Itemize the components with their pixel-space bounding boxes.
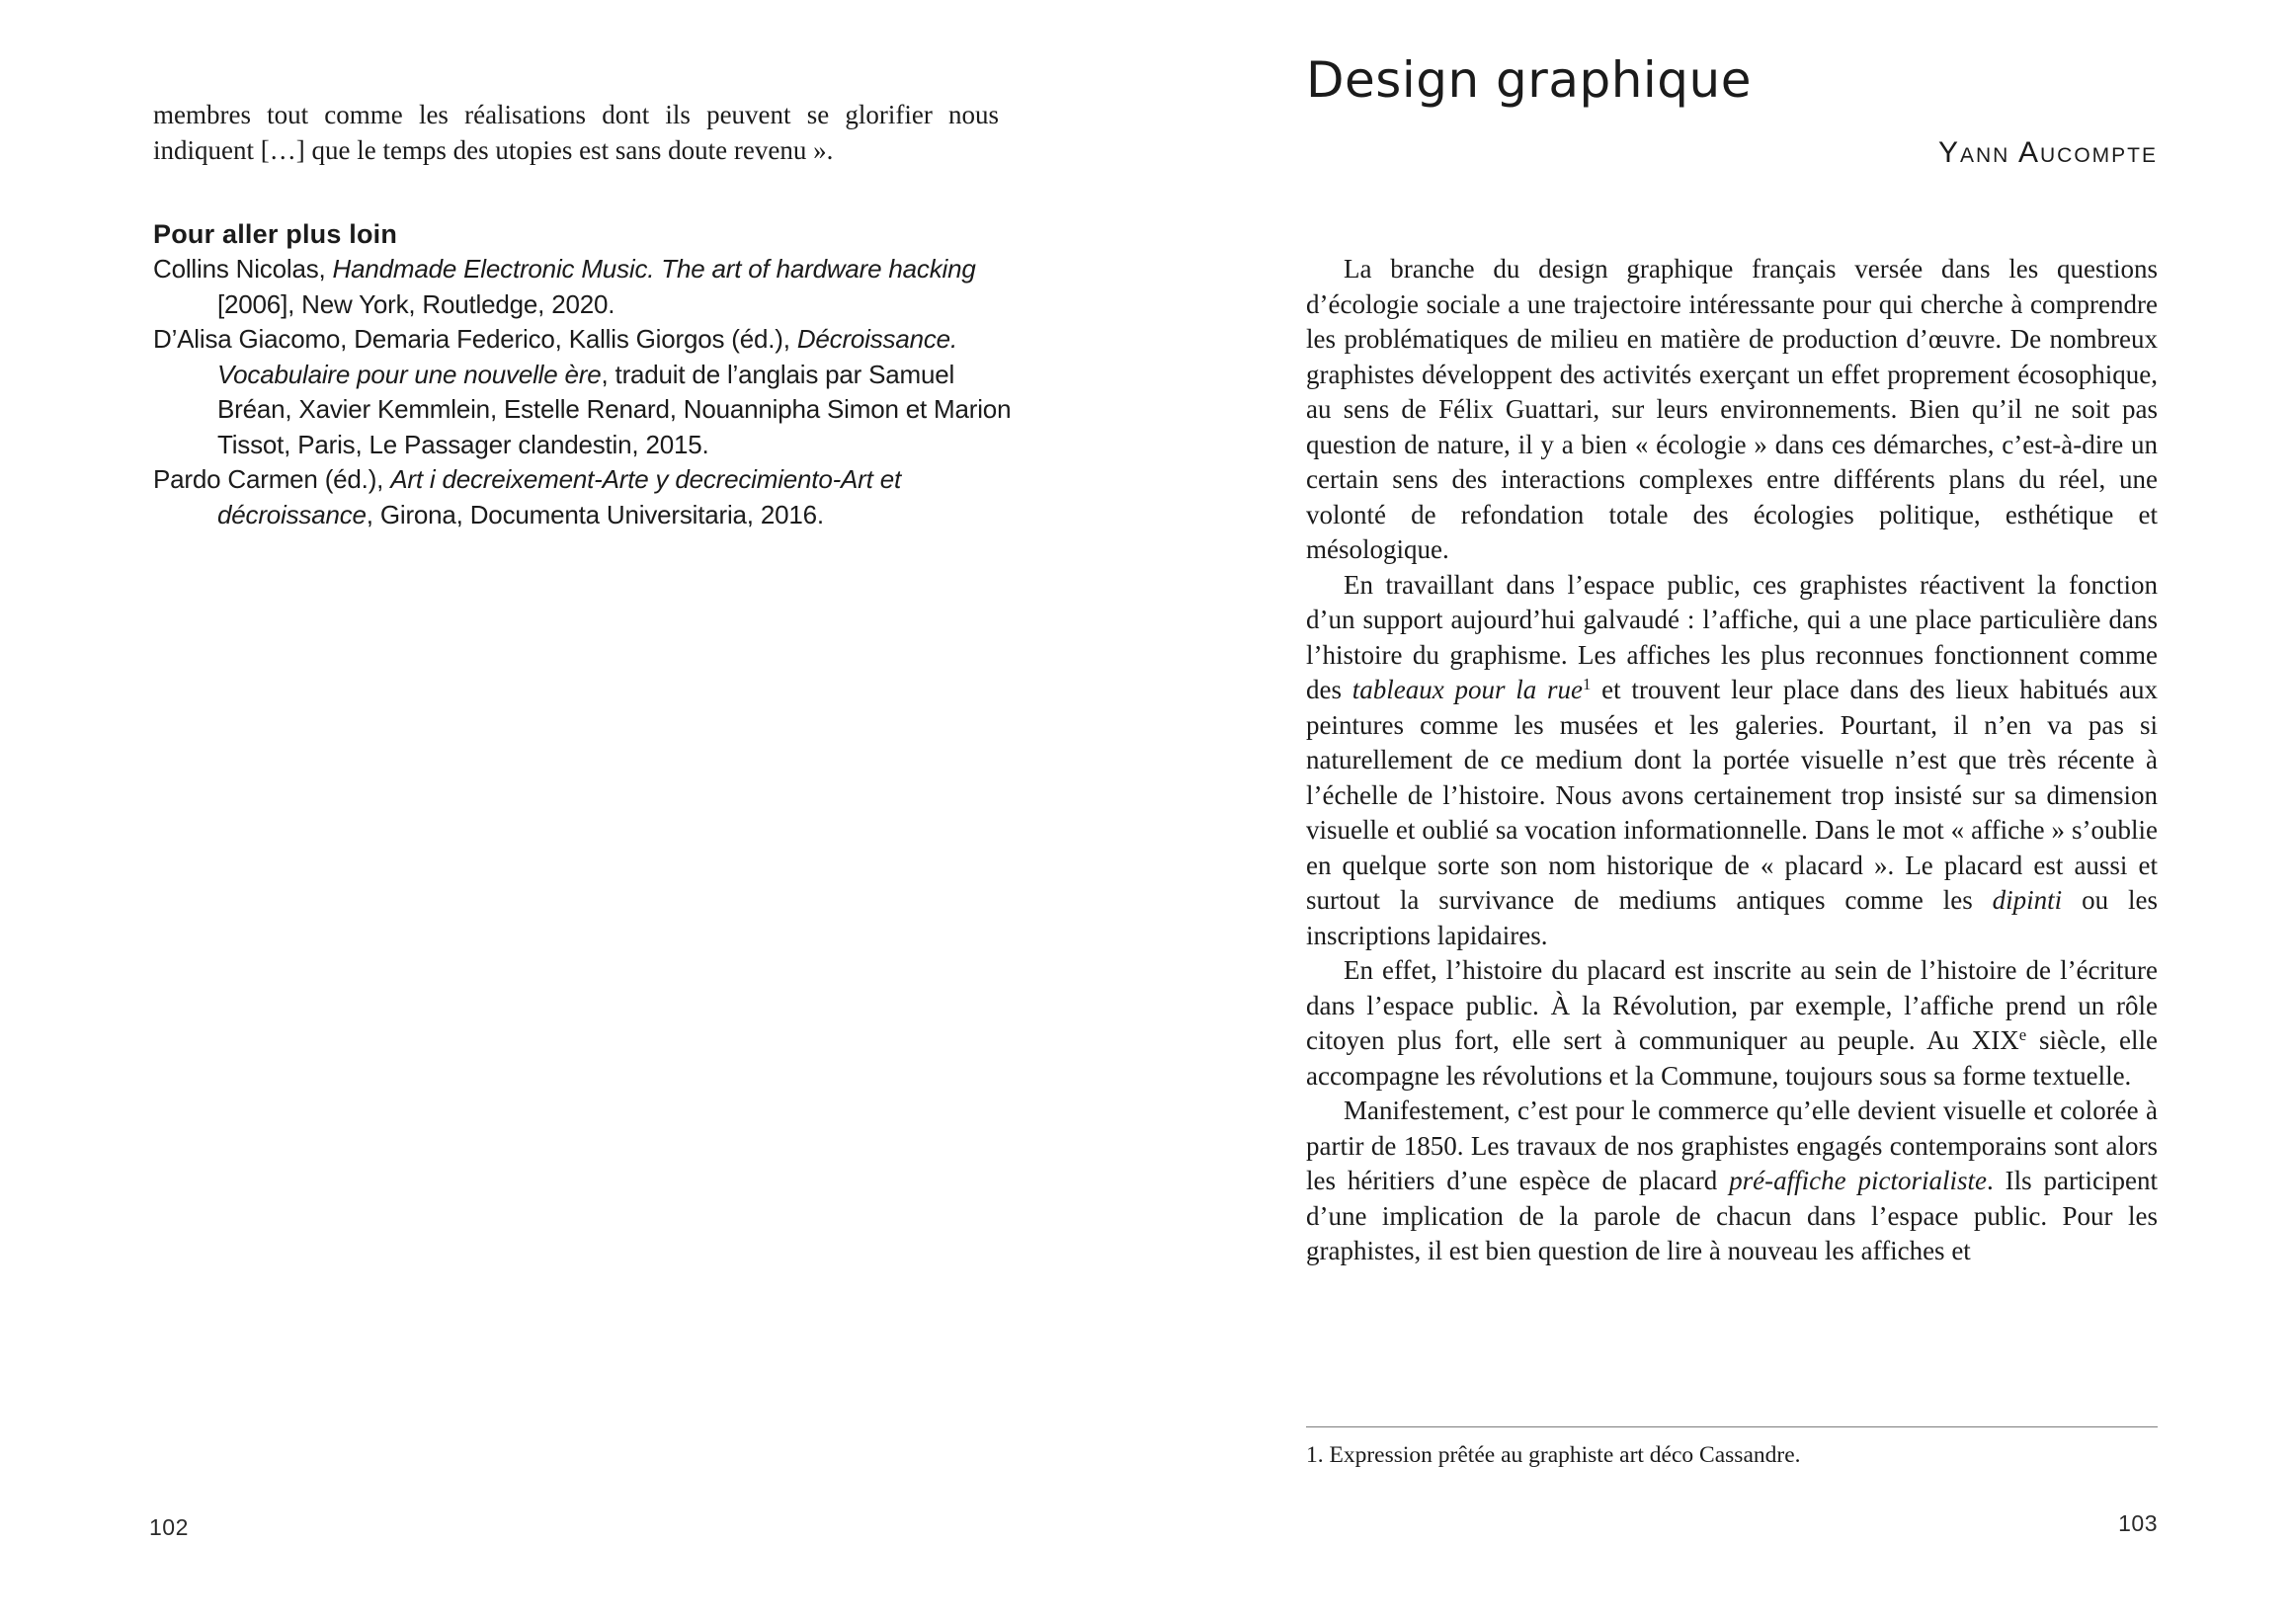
text-segment: Handmade Electronic Music. The art of hardware hacking xyxy=(332,254,976,284)
text-segment: Art i decreixement-Arte y decrecimiento-Art et décroissance xyxy=(217,464,901,529)
page-number-right: 103 xyxy=(2118,1510,2158,1536)
text-segment: La branche du design graphique français versée dans les questions d’écologie sociale a une trajectoire intéressante pour qui cherche à comprendre les problématiques de milieu en matière de production d’œuvre. De nombreux graphistes développent des activités exerçant un effet proprement écosophique, au sens de Félix Guattari, sur leurs environnements. Bien qu’il ne soit pas question de nature, il y a bien « écologie » dans ces démarches, c’est-à-dire un certain sens des interactions complexes entre différents plans du réel, une volonté de refondation totale des écologies politique, esthétique et mésologique. xyxy=(1306,254,2158,564)
footnote-divider xyxy=(1306,1426,2158,1427)
intro-paragraph xyxy=(153,98,999,168)
body-paragraph xyxy=(1306,953,2158,1094)
text-segment: pré-affiche pictorialiste xyxy=(1729,1166,1987,1195)
further-reading-section xyxy=(153,216,1023,532)
text-segment: Collins Nicolas, xyxy=(153,254,333,284)
text-segment: Pardo Carmen (éd.), xyxy=(153,464,391,494)
body-paragraph xyxy=(1306,1094,2158,1269)
text-segment: siècle, elle accompagne les révolutions et la Commune, toujours sous sa forme textuelle. xyxy=(1306,1025,2158,1091)
body-paragraph xyxy=(1306,568,2158,954)
text-segment: Décroissance. Vocabulaire pour une nouvelle ère xyxy=(217,324,957,389)
text-segment: , Girona, Documenta Universitaria, 2016. xyxy=(366,499,824,529)
page-number-left: 102 xyxy=(149,1514,189,1540)
bibliography-entry xyxy=(153,252,1023,322)
footnote: 1. Expression prêtée au graphiste art déco Cassandre. xyxy=(1306,1442,1801,1468)
footnote-reference: e xyxy=(2018,1025,2027,1044)
text-segment: . Ils participent d’une implication de la parole de chacun dans l’espace public. Pour les graphistes, il est bien question de lire à nouveau les affiches et xyxy=(1306,1166,2158,1265)
bibliography-entry xyxy=(153,462,1023,532)
text-segment: D’Alisa Giacomo, Demaria Federico, Kallis Giorgos (éd.), xyxy=(153,324,797,354)
text-segment: ou les inscriptions lapidaires. xyxy=(1306,885,2159,950)
footnote-reference: 1 xyxy=(1583,675,1592,693)
bibliography-entry xyxy=(153,322,1023,462)
text-segment: membres tout comme les réalisations dont ils peuvent se glorifier nous indiquent […] que le temps des utopies est sans doute revenu ». xyxy=(153,100,999,165)
text-segment: Manifestement, c’est pour le commerce qu’elle devient visuelle et colorée à partir de 1850. Les travaux de nos graphistes engagés contemporains sont alors les héritiers d’une espèce de placard xyxy=(1306,1096,2158,1195)
text-segment: , traduit de l’anglais par Samuel Bréan, Xavier Kemmlein, Estelle Renard, Nouannipha Simon et Marion Tissot, Paris, Le Passager clandestin, 2015. xyxy=(217,359,1012,459)
article-author: Yann Aucompte xyxy=(1937,136,2158,169)
further-reading-heading: Pour aller plus loin xyxy=(153,219,398,249)
text-segment: [2006], New York, Routledge, 2020. xyxy=(217,288,615,319)
text-segment: et trouvent leur place dans des lieux habitués aux peintures comme les musées et les galeries. Pourtant, il n’en va pas si naturellement de ce medium dont la portée visuelle n’est que très récente à l’échelle de l’histoire. Nous avons certainement trop insisté sur sa dimension visuelle et oublié sa vocation informationnelle. Dans le mot « affiche » s’oublie en quelque sorte son nom historique de « placard ». Le placard est aussi et surtout la survivance de mediums antiques comme les xyxy=(1306,675,2158,915)
article-title: Design graphique xyxy=(1306,51,1752,109)
text-segment: En effet, l’histoire du placard est inscrite au sein de l’histoire de l’écriture dans l’espace public. À la Révolution, par exemple, l’affiche prend un rôle citoyen plus fort, elle sert à communiquer au peuple. Au XIX xyxy=(1306,955,2158,1055)
body-paragraph xyxy=(1306,252,2158,568)
text-segment: dipinti xyxy=(1992,885,2063,915)
text-segment: En travaillant dans l’espace public, ces graphistes réactivent la fonction d’un support aujourd’hui galvaudé : l’affiche, qui a une place particulière dans l’histoire du graphisme. Les affiches les plus reconnues fonctionnent comme des xyxy=(1306,569,2158,704)
text-segment: tableaux pour la rue xyxy=(1351,675,1583,704)
article-body xyxy=(1306,252,2158,1269)
